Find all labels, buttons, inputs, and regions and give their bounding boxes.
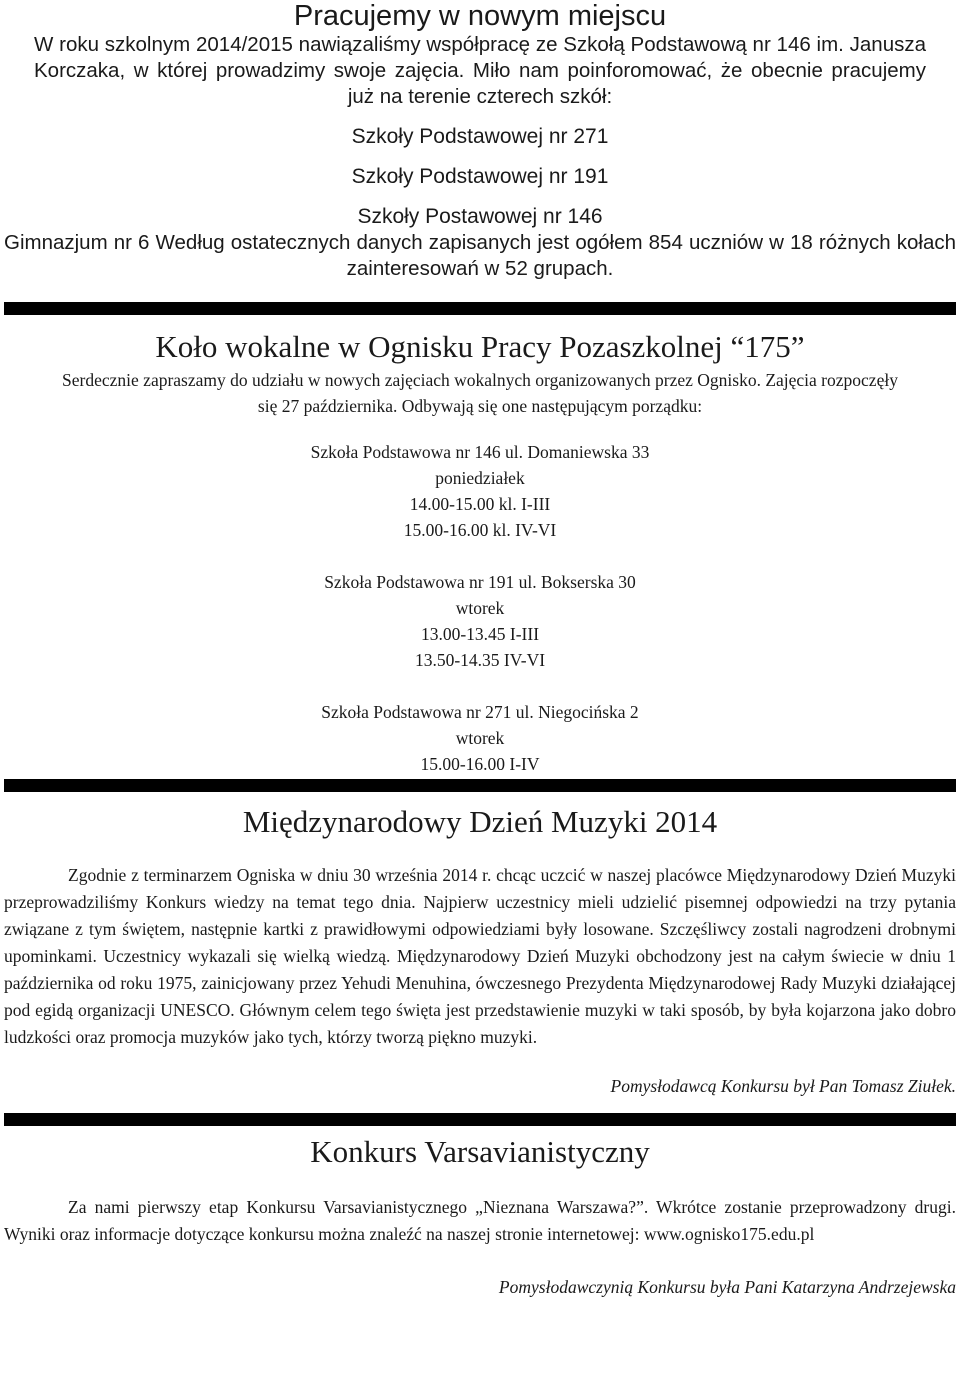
section-varsavianist-contest xyxy=(4,1134,956,1300)
section-title: Pracujemy w nowym miejscu xyxy=(293,0,667,32)
school-item: Szkoły Postawowej nr 146 xyxy=(357,205,603,228)
section-music-day xyxy=(4,804,956,1099)
school-item: Szkoły Podstawowej nr 191 xyxy=(351,165,609,188)
contest-credit: Pomysłodawcą Konkursu był Pan Tomasz Ziułek. xyxy=(610,1076,956,1096)
schedule-block xyxy=(4,699,956,777)
schedule-time: 15.00-16.00 I-IV xyxy=(420,754,540,774)
section-new-location xyxy=(4,0,956,282)
schedule-school: Szkoła Podstawowa nr 191 ul. Bokserska 30 xyxy=(324,572,636,592)
section-intro: W roku szkolnym 2014/2015 nawiązaliśmy współpracę ze Szkołą Podstawową nr 146 im. Janusza Korczaka, w której prowadzimy swoje zajęcia. Miło nam poinforomować, że obecnie pracujemy już na terenie czterech szkół: xyxy=(34,33,926,108)
schedule-day: wtorek xyxy=(455,598,505,618)
schedule-time: 15.00-16.00 kl. IV-VI xyxy=(403,520,557,540)
schedule-block xyxy=(4,569,956,673)
section-title: Konkurs Varsavianistyczny xyxy=(310,1134,650,1169)
statistics-text: Gimnazjum nr 6 Według ostatecznych danych zapisanych jest ogółem 854 uczniów w 18 różnych kołach zainteresowań w 52 grupach. xyxy=(4,231,956,280)
section-title: Międzynarodowy Dzień Muzyki 2014 xyxy=(242,804,718,839)
section-body: Zgodnie z terminarzem Ogniska w dniu 30 września 2014 r. chcąc uczcić w naszej placówce Międzynarodowy Dzień Muzyki przeprowadziliśmy Konkurs wiedzy na temat tego dnia. Najpierw uczestnicy mieli udzielić pisemnej odpowiedzi na trzy pytania związane z tym świętem, następnie kartki z prawidłowymi odpowiedziami były losowane. Szczęśliwcy zostali nagrodzeni drobnymi upominkami. Uczestnicy wykazali się wielką wiedzą. Międzynarodowy Dzień Muzyki obchodzony jest na całym świecie w dniu 1 października od roku 1975, zainicjowany przez Yehudi Menuhina, ówczesnego Prezydenta Międzynarodowej Rady Muzyki działającej pod egidą organizacji UNESCO. Głównym celem tego święta jest przedstawienie muzyki w taki sposób, by była kojarzona jako dobro ludzkości oraz promocja muzyków jako tych, którzy tworzą piękno muzyki. xyxy=(4,865,956,1047)
section-divider xyxy=(4,779,956,792)
schedule-school: Szkoła Podstawowa nr 146 ul. Domaniewska 33 xyxy=(310,442,650,462)
section-divider xyxy=(4,302,956,315)
section-divider xyxy=(4,1113,956,1126)
schedule-time: 14.00-15.00 kl. I-III xyxy=(409,494,551,514)
schedule-time: 13.00-13.45 I-III xyxy=(420,624,540,644)
contest-credit: Pomysłodawczynią Konkursu była Pani Katarzyna Andrzejewska xyxy=(498,1277,956,1297)
schedule-block xyxy=(4,439,956,543)
schedule-day: poniedziałek xyxy=(435,468,525,488)
section-body: Za nami pierwszy etap Konkursu Varsavianistycznego „Nieznana Warszawa?”. Wkrótce zostanie przeprowadzony drugi. Wyniki oraz informacje dotyczące konkursu można znaleźć na naszej stronie internetowej: www.ognisko175.edu.pl xyxy=(4,1197,956,1244)
school-item: Szkoły Podstawowej nr 271 xyxy=(351,125,609,148)
section-vocal-club xyxy=(4,329,956,777)
section-intro: Serdecznie zapraszamy do udziału w nowych zajęciach wokalnych organizowanych przez Ognisko. Zajęcia rozpoczęły się 27 października. Odbywają się one następującym porządku: xyxy=(62,370,898,416)
schedule-time: 13.50-14.35 IV-VI xyxy=(414,650,546,670)
schedule-school: Szkoła Podstawowa nr 271 ul. Niegocińska 2 xyxy=(321,702,639,722)
section-title: Koło wokalne w Ognisku Pracy Pozaszkolnej “175” xyxy=(155,329,805,364)
schedule-day: wtorek xyxy=(455,728,505,748)
